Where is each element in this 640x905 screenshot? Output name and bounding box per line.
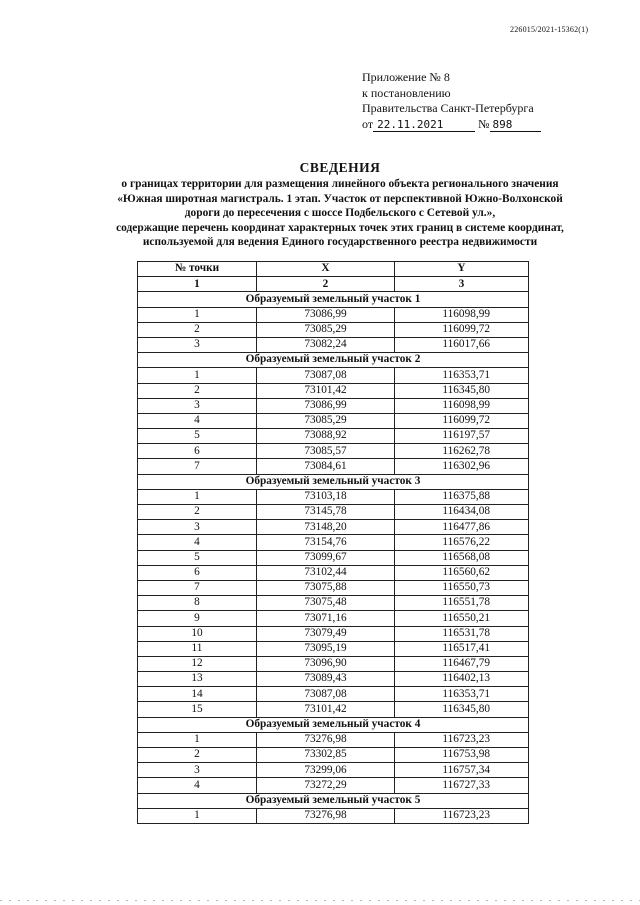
table-row bbox=[138, 656, 529, 671]
table-row bbox=[138, 337, 529, 352]
point-number-cell: 7 bbox=[138, 580, 257, 595]
column-number: 3 bbox=[395, 277, 529, 292]
section-header-row bbox=[138, 353, 529, 368]
y-coordinate-cell: 116099,72 bbox=[395, 322, 529, 337]
x-coordinate-cell: 73071,16 bbox=[257, 611, 395, 626]
x-coordinate-cell: 73089,43 bbox=[257, 672, 395, 687]
point-number-cell: 8 bbox=[138, 596, 257, 611]
y-coordinate-cell: 116723,23 bbox=[395, 808, 529, 823]
header-point-number: № точки bbox=[138, 262, 257, 277]
point-number-cell: 14 bbox=[138, 687, 257, 702]
x-coordinate-cell: 73102,44 bbox=[257, 565, 395, 580]
y-coordinate-cell: 116434,08 bbox=[395, 505, 529, 520]
point-number-cell: 2 bbox=[138, 748, 257, 763]
section-title: Образуемый земельный участок 1 bbox=[138, 292, 529, 307]
y-coordinate-cell: 116550,21 bbox=[395, 611, 529, 626]
y-coordinate-cell: 116345,80 bbox=[395, 383, 529, 398]
point-number-cell: 3 bbox=[138, 398, 257, 413]
number-prefix: № bbox=[478, 116, 490, 131]
title-line-4: содержащие перечень координат характерных точек этих границ в системе координат, bbox=[116, 221, 564, 234]
y-coordinate-cell: 116568,08 bbox=[395, 550, 529, 565]
y-coordinate-cell: 116477,86 bbox=[395, 520, 529, 535]
table-row bbox=[138, 596, 529, 611]
table-row bbox=[138, 778, 529, 793]
y-coordinate-cell: 116727,33 bbox=[395, 778, 529, 793]
point-number-cell: 1 bbox=[138, 368, 257, 383]
decree-date: 22.11.2021 bbox=[373, 119, 475, 132]
point-number-cell: 1 bbox=[138, 307, 257, 322]
point-number-cell: 15 bbox=[138, 702, 257, 717]
y-coordinate-cell: 116375,88 bbox=[395, 489, 529, 504]
point-number-cell: 5 bbox=[138, 429, 257, 444]
appendix-line-2: к постановлению bbox=[362, 85, 451, 100]
appendix-block bbox=[362, 70, 541, 132]
point-number-cell: 5 bbox=[138, 550, 257, 565]
point-number-cell: 2 bbox=[138, 322, 257, 337]
x-coordinate-cell: 73079,49 bbox=[257, 626, 395, 641]
y-coordinate-cell: 116402,13 bbox=[395, 672, 529, 687]
point-number-cell: 3 bbox=[138, 763, 257, 778]
point-number-cell: 13 bbox=[138, 672, 257, 687]
point-number-cell: 1 bbox=[138, 808, 257, 823]
table-row bbox=[138, 732, 529, 747]
y-coordinate-cell: 116197,57 bbox=[395, 429, 529, 444]
column-number: 1 bbox=[138, 277, 257, 292]
x-coordinate-cell: 73085,29 bbox=[257, 322, 395, 337]
document-id: 226015/2021-15362(1) bbox=[510, 25, 589, 34]
y-coordinate-cell: 116531,78 bbox=[395, 626, 529, 641]
header-y: Y bbox=[395, 262, 529, 277]
table-row bbox=[138, 383, 529, 398]
section-title: Образуемый земельный участок 3 bbox=[138, 474, 529, 489]
y-coordinate-cell: 116757,34 bbox=[395, 763, 529, 778]
y-coordinate-cell: 116098,99 bbox=[395, 307, 529, 322]
table-row bbox=[138, 672, 529, 687]
table-row bbox=[138, 763, 529, 778]
section-header-row bbox=[138, 717, 529, 732]
x-coordinate-cell: 73103,18 bbox=[257, 489, 395, 504]
x-coordinate-cell: 73154,76 bbox=[257, 535, 395, 550]
x-coordinate-cell: 73276,98 bbox=[257, 808, 395, 823]
x-coordinate-cell: 73075,88 bbox=[257, 580, 395, 595]
table-row bbox=[138, 444, 529, 459]
point-number-cell: 6 bbox=[138, 444, 257, 459]
title-line-3: дороги до пересечения с шоссе Подбельского с Сетевой ул.», bbox=[184, 207, 496, 220]
x-coordinate-cell: 73088,92 bbox=[257, 429, 395, 444]
table-row bbox=[138, 565, 529, 580]
table-row bbox=[138, 580, 529, 595]
x-coordinate-cell: 73099,67 bbox=[257, 550, 395, 565]
x-coordinate-cell: 73101,42 bbox=[257, 383, 395, 398]
point-number-cell: 4 bbox=[138, 778, 257, 793]
table-row bbox=[138, 535, 529, 550]
point-number-cell: 1 bbox=[138, 489, 257, 504]
y-coordinate-cell: 116099,72 bbox=[395, 413, 529, 428]
x-coordinate-cell: 73075,48 bbox=[257, 596, 395, 611]
point-number-cell: 4 bbox=[138, 535, 257, 550]
table-row bbox=[138, 702, 529, 717]
point-number-cell: 2 bbox=[138, 505, 257, 520]
date-prefix: от bbox=[362, 116, 374, 131]
y-coordinate-cell: 116302,96 bbox=[395, 459, 529, 474]
column-number: 2 bbox=[257, 277, 395, 292]
table-row bbox=[138, 489, 529, 504]
section-header-row bbox=[138, 793, 529, 808]
x-coordinate-cell: 73085,57 bbox=[257, 444, 395, 459]
appendix-line-1: Приложение № 8 bbox=[362, 70, 450, 84]
table-row bbox=[138, 550, 529, 565]
decree-number: 898 bbox=[490, 119, 541, 132]
x-coordinate-cell: 73095,19 bbox=[257, 641, 395, 656]
appendix-date-line bbox=[362, 117, 541, 133]
section-title: Образуемый земельный участок 4 bbox=[138, 717, 529, 732]
y-coordinate-cell: 116753,98 bbox=[395, 748, 529, 763]
table-row bbox=[138, 322, 529, 337]
point-number-cell: 2 bbox=[138, 383, 257, 398]
x-coordinate-cell: 73086,99 bbox=[257, 307, 395, 322]
title-heading: СВЕДЕНИЯ bbox=[299, 160, 381, 175]
appendix-line-3: Правительства Санкт-Петербурга bbox=[362, 101, 534, 115]
x-coordinate-cell: 73276,98 bbox=[257, 732, 395, 747]
y-coordinate-cell: 116017,66 bbox=[395, 337, 529, 352]
title-line-2: «Южная широтная магистраль. 1 этап. Участок от перспективной Южно-Волхонской bbox=[117, 192, 563, 205]
x-coordinate-cell: 73087,08 bbox=[257, 368, 395, 383]
y-coordinate-cell: 116551,78 bbox=[395, 596, 529, 611]
title-line-1: о границах территории для размещения линейного объекта регионального значения bbox=[121, 178, 559, 190]
table-row bbox=[138, 808, 529, 823]
section-title: Образуемый земельный участок 2 bbox=[138, 353, 529, 368]
x-coordinate-cell: 73299,06 bbox=[257, 763, 395, 778]
table-row bbox=[138, 398, 529, 413]
y-coordinate-cell: 116098,99 bbox=[395, 398, 529, 413]
section-header-row bbox=[138, 474, 529, 489]
x-coordinate-cell: 73082,24 bbox=[257, 337, 395, 352]
x-coordinate-cell: 73085,29 bbox=[257, 413, 395, 428]
coordinates-table bbox=[137, 261, 529, 824]
table-row bbox=[138, 626, 529, 641]
table-row bbox=[138, 687, 529, 702]
point-number-cell: 12 bbox=[138, 656, 257, 671]
table-row bbox=[138, 459, 529, 474]
point-number-cell: 9 bbox=[138, 611, 257, 626]
y-coordinate-cell: 116723,23 bbox=[395, 732, 529, 747]
section-title: Образуемый земельный участок 5 bbox=[138, 793, 529, 808]
x-coordinate-cell: 73272,29 bbox=[257, 778, 395, 793]
point-number-cell: 6 bbox=[138, 565, 257, 580]
table-row bbox=[138, 520, 529, 535]
point-number-cell: 3 bbox=[138, 337, 257, 352]
x-coordinate-cell: 73302,85 bbox=[257, 748, 395, 763]
table-row bbox=[138, 641, 529, 656]
x-coordinate-cell: 73148,20 bbox=[257, 520, 395, 535]
table-header-row bbox=[138, 262, 529, 277]
title-line-5: используемой для ведения Единого государственного реестра недвижимости bbox=[142, 236, 538, 249]
x-coordinate-cell: 73084,61 bbox=[257, 459, 395, 474]
point-number-cell: 1 bbox=[138, 732, 257, 747]
x-coordinate-cell: 73087,08 bbox=[257, 687, 395, 702]
y-coordinate-cell: 116576,22 bbox=[395, 535, 529, 550]
header-x: X bbox=[257, 262, 395, 277]
scan-bottom-edge bbox=[0, 900, 640, 901]
x-coordinate-cell: 73101,42 bbox=[257, 702, 395, 717]
table-row bbox=[138, 429, 529, 444]
point-number-cell: 7 bbox=[138, 459, 257, 474]
table-row bbox=[138, 307, 529, 322]
y-coordinate-cell: 116345,80 bbox=[395, 702, 529, 717]
table-row bbox=[138, 748, 529, 763]
table-row bbox=[138, 611, 529, 626]
point-number-cell: 3 bbox=[138, 520, 257, 535]
x-coordinate-cell: 73145,78 bbox=[257, 505, 395, 520]
y-coordinate-cell: 116560,62 bbox=[395, 565, 529, 580]
y-coordinate-cell: 116467,79 bbox=[395, 656, 529, 671]
point-number-cell: 4 bbox=[138, 413, 257, 428]
y-coordinate-cell: 116353,71 bbox=[395, 368, 529, 383]
y-coordinate-cell: 116517,41 bbox=[395, 641, 529, 656]
column-number-row bbox=[138, 277, 529, 292]
y-coordinate-cell: 116550,73 bbox=[395, 580, 529, 595]
y-coordinate-cell: 116353,71 bbox=[395, 687, 529, 702]
section-header-row bbox=[138, 292, 529, 307]
table-row bbox=[138, 368, 529, 383]
table-row bbox=[138, 413, 529, 428]
x-coordinate-cell: 73086,99 bbox=[257, 398, 395, 413]
point-number-cell: 11 bbox=[138, 641, 257, 656]
document-title bbox=[60, 160, 620, 250]
y-coordinate-cell: 116262,78 bbox=[395, 444, 529, 459]
table-row bbox=[138, 505, 529, 520]
x-coordinate-cell: 73096,90 bbox=[257, 656, 395, 671]
point-number-cell: 10 bbox=[138, 626, 257, 641]
